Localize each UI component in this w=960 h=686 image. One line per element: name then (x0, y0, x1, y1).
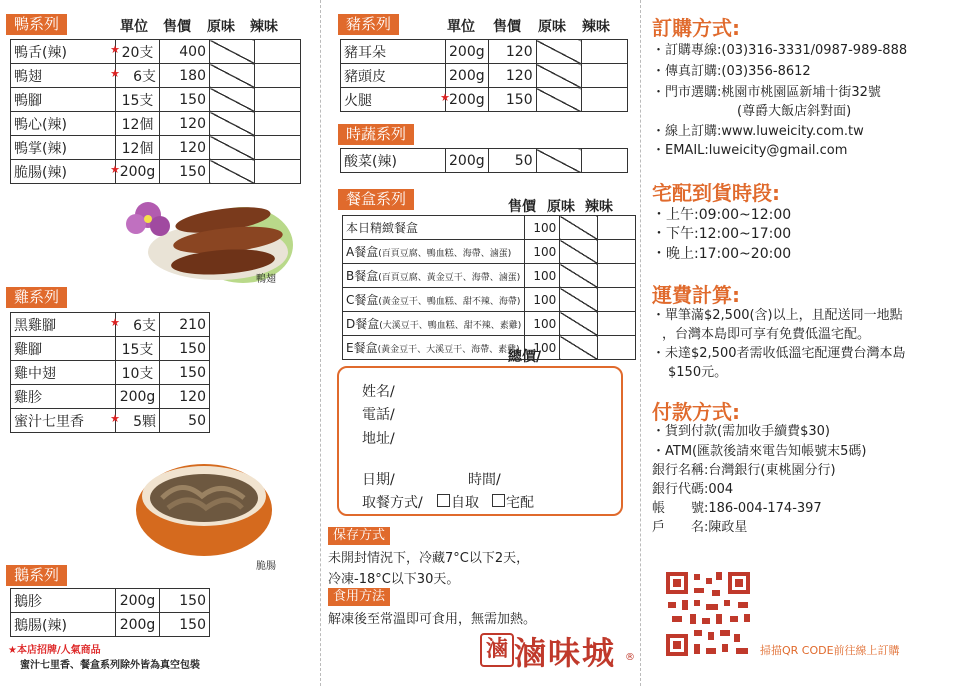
item-unit: 200g (446, 40, 489, 64)
meal-desc: (大溪豆干、鴨血糕、甜不辣、素雞) (379, 321, 522, 331)
item-name: 脆腸(辣) (14, 164, 67, 181)
original-checkbox[interactable] (560, 312, 598, 336)
meal-price: 100 (525, 288, 560, 312)
item-unit: 6支 (116, 64, 160, 88)
spicy-checkbox[interactable] (255, 64, 301, 88)
pork-header-original: 原味 (538, 19, 566, 35)
pork-header-unit: 單位 (447, 19, 475, 35)
item-unit: 10支 (116, 361, 160, 385)
spicy-checkbox[interactable] (598, 240, 636, 264)
spicy-checkbox[interactable] (581, 40, 627, 64)
duck-header-price: 售價 (163, 19, 191, 35)
intestine-photo-label: 脆腸 (256, 561, 276, 572)
item-unit: 6支 (116, 313, 160, 337)
item-price: 150 (160, 337, 210, 361)
meal-price: 100 (525, 264, 560, 288)
duck-header-unit: 單位 (120, 19, 148, 35)
item-name: 雞中翅 (14, 365, 56, 382)
item-unit: 200g (446, 149, 489, 173)
original-checkbox[interactable] (560, 336, 598, 360)
shipping-title: 運費計算: (652, 283, 740, 307)
meal-header-price: 售價 (508, 199, 536, 215)
item-price: 150 (160, 361, 210, 385)
item-price: 50 (160, 409, 210, 433)
fold-line-right (640, 0, 641, 686)
item-name: 鵝腸(辣) (14, 617, 67, 634)
item-name: 鴨腳 (14, 92, 42, 109)
shipping-line-1: ・單筆滿$2,500(含)以上，且配送同一地點 (652, 308, 903, 323)
logo-mark: 滷 (480, 633, 514, 667)
star-icon: ★ (110, 43, 120, 56)
table-row (11, 64, 301, 88)
item-unit: 5顆 (116, 409, 160, 433)
form-address-label: 地址/ (362, 431, 395, 447)
delivery-time-title: 宅配到貨時段: (652, 181, 780, 205)
item-name: 酸菜(辣) (344, 153, 397, 170)
meal-name: D餐盒 (346, 317, 380, 331)
meal-price: 100 (525, 240, 560, 264)
total-label: 總價/ (508, 349, 542, 365)
item-price: 150 (488, 88, 536, 112)
item-price: 120 (488, 40, 536, 64)
item-unit: 200g (446, 88, 489, 112)
pork-table (340, 39, 628, 112)
item-price: 50 (488, 149, 536, 173)
table-row (343, 240, 636, 264)
meal-name: 本日精緻餐盒 (346, 221, 419, 235)
item-name: 鴨翅 (14, 68, 42, 85)
order-line-1: ・訂購專線:(03)316-3331/0987-989-888 (652, 43, 908, 58)
item-unit: 20支 (116, 40, 160, 64)
table-row (11, 313, 210, 337)
original-checkbox[interactable] (536, 88, 581, 112)
item-unit: 15支 (116, 88, 160, 112)
item-price: 120 (160, 136, 210, 160)
pork-header-price: 售價 (493, 19, 521, 35)
original-checkbox[interactable] (560, 264, 598, 288)
table-row (11, 385, 210, 409)
spicy-checkbox[interactable] (581, 88, 627, 112)
item-price: 150 (160, 160, 210, 184)
table-row (11, 361, 210, 385)
item-unit: 15支 (116, 337, 160, 361)
pork-header-spicy: 辣味 (582, 19, 610, 35)
table-row (343, 288, 636, 312)
item-unit: 200g (116, 613, 160, 637)
table-row (11, 40, 301, 64)
item-name: 豬耳朵 (344, 44, 386, 61)
item-name: 黑雞腳 (14, 317, 56, 334)
original-checkbox[interactable] (210, 136, 255, 160)
payment-line-3: 銀行名稱:台灣銀行(東桃園分行) (652, 463, 836, 478)
shipping-line-4: $150元。 (668, 365, 728, 380)
table-row (343, 264, 636, 288)
table-row (341, 88, 628, 112)
goose-table (10, 588, 210, 637)
duck-table (10, 39, 301, 184)
item-name: 鴨舌(辣) (14, 44, 67, 61)
item-name: 鴨掌(辣) (14, 140, 67, 157)
item-price: 210 (160, 313, 210, 337)
payment-line-5: 帳 號:186-004-174-397 (652, 501, 822, 516)
spicy-checkbox[interactable] (581, 64, 627, 88)
form-date-label: 日期/ (362, 472, 395, 488)
meal-desc: (黃金豆干、鴨血糕、甜不辣、海帶) (378, 297, 521, 307)
payment-line-6: 戶 名:陳政星 (652, 520, 748, 535)
eating-title: 食用方法 (328, 588, 390, 606)
table-row (11, 112, 301, 136)
meal-price: 100 (525, 336, 560, 360)
chicken-series-title: 雞系列 (6, 287, 67, 308)
spicy-checkbox[interactable] (598, 312, 636, 336)
shipping-line-2: ，台灣本島即可享有免費低溫宅配。 (662, 327, 871, 342)
meal-desc: (百頁豆腐、鴨血糕、海帶、滷蛋) (378, 249, 512, 259)
original-checkbox[interactable] (560, 288, 598, 312)
delivery-time-line-1: ・上午:09:00~12:00 (652, 207, 792, 223)
original-checkbox[interactable] (536, 40, 581, 64)
form-phone-label: 電話/ (362, 407, 395, 423)
order-line-6: ・EMAIL:luweicity@gmail.com (652, 143, 848, 158)
delivery-time-line-3: ・晚上:17:00~20:00 (652, 246, 792, 262)
item-price: 400 (160, 40, 210, 64)
meal-name: E餐盒 (346, 341, 378, 355)
item-price: 180 (160, 64, 210, 88)
star-icon: ★ (110, 412, 120, 425)
delivery-label: 宅配 (506, 495, 534, 511)
spicy-checkbox[interactable] (598, 288, 636, 312)
meal-name: C餐盒 (346, 293, 379, 307)
original-checkbox[interactable] (210, 64, 255, 88)
table-row (11, 589, 210, 613)
self-pickup-label: 自取 (451, 495, 479, 511)
meal-desc: (黃金豆干、大溪豆干、海帶、素雞) (377, 345, 520, 355)
item-unit: 200g (116, 385, 160, 409)
item-price: 150 (160, 589, 210, 613)
meal-header-original: 原味 (547, 199, 575, 215)
table-row (341, 149, 628, 173)
logo-registered: ® (625, 652, 635, 663)
storage-line-2: 冷凍-18°C以下30天。 (328, 572, 460, 587)
meal-header-spicy: 辣味 (585, 199, 613, 215)
order-line-3: ・門市選購:桃園市桃園區新埔十街32號 (652, 85, 881, 100)
table-row (341, 40, 628, 64)
item-unit: 12個 (116, 136, 160, 160)
table-row (343, 216, 636, 240)
original-checkbox[interactable] (210, 160, 255, 184)
qr-caption: 掃描QR CODE前往線上訂購 (760, 644, 900, 657)
veg-table (340, 148, 628, 173)
spicy-checkbox[interactable] (598, 264, 636, 288)
item-name: 豬頭皮 (344, 68, 386, 85)
duck-header-original: 原味 (207, 19, 235, 35)
table-row (11, 337, 210, 361)
pork-series-title: 豬系列 (338, 14, 399, 35)
meal-price: 100 (525, 312, 560, 336)
table-row (11, 613, 210, 637)
self-pickup-checkbox[interactable] (437, 494, 450, 507)
meal-table (342, 215, 636, 360)
goose-series-title: 鵝系列 (6, 565, 67, 586)
signature-note: ★本店招牌/人氣商品 (8, 645, 101, 656)
item-name: 鵝胗 (14, 593, 42, 610)
meal-series-title: 餐盒系列 (338, 189, 414, 210)
form-time-label: 時間/ (468, 472, 501, 488)
star-icon: ★ (110, 316, 120, 329)
item-unit: 12個 (116, 112, 160, 136)
original-checkbox[interactable] (210, 40, 255, 64)
table-row (11, 160, 301, 184)
spicy-checkbox[interactable] (255, 136, 301, 160)
item-name: 蜜汁七里香 (14, 413, 84, 430)
payment-line-1: ・貨到付款(需加收手續費$30) (652, 424, 830, 439)
spicy-checkbox[interactable] (255, 40, 301, 64)
star-icon: ★ (440, 91, 450, 104)
original-checkbox[interactable] (210, 88, 255, 112)
form-pickup-label: 取餐方式/ (362, 495, 423, 511)
intestine-bowl-photo (132, 458, 282, 560)
payment-line-2: ・ATM(匯款後請來電告知帳號末5碼) (652, 444, 867, 459)
duck-series-title: 鴨系列 (6, 14, 67, 35)
star-icon: ★ (110, 163, 120, 176)
table-row (11, 88, 301, 112)
spicy-checkbox[interactable] (255, 88, 301, 112)
order-line-4: (尊爵大飯店斜對面) (737, 104, 852, 119)
delivery-checkbox[interactable] (492, 494, 505, 507)
original-checkbox[interactable] (210, 112, 255, 136)
meal-name: B餐盒 (346, 269, 379, 283)
fold-line-left (320, 0, 321, 686)
qr-code-icon[interactable] (664, 570, 752, 658)
item-name: 雞腳 (14, 341, 42, 358)
packaging-note: 蜜汁七里香、餐盒系列除外皆為真空包裝 (20, 660, 200, 671)
meal-price: 100 (525, 216, 560, 240)
payment-title: 付款方式: (652, 400, 740, 424)
item-unit: 200g (446, 64, 489, 88)
delivery-time-line-2: ・下午:12:00~17:00 (652, 226, 792, 242)
order-title: 訂購方式: (652, 16, 740, 40)
item-price: 150 (160, 88, 210, 112)
original-checkbox[interactable] (560, 240, 598, 264)
duck-header-spicy: 辣味 (250, 19, 278, 35)
meal-desc: (百頁豆腐、黃金豆干、海帶、滷蛋) (378, 273, 521, 283)
item-unit: 200g (116, 589, 160, 613)
meal-name: A餐盒 (346, 245, 379, 259)
item-price: 120 (160, 385, 210, 409)
eating-line-1: 解凍後至常溫即可食用，無需加熱。 (328, 612, 537, 627)
item-unit: 200g (116, 160, 160, 184)
chicken-table (10, 312, 210, 433)
original-checkbox[interactable] (560, 216, 598, 240)
item-price: 120 (160, 112, 210, 136)
spicy-checkbox[interactable] (255, 112, 301, 136)
payment-line-4: 銀行代碼:004 (652, 482, 734, 497)
table-row (343, 312, 636, 336)
form-name-label: 姓名/ (362, 384, 395, 400)
item-name: 鴨心(辣) (14, 116, 67, 133)
order-line-2: ・傳真訂購:(03)356-8612 (652, 64, 811, 79)
duck-photo-label: 鴨翅 (256, 274, 276, 285)
spicy-checkbox[interactable] (598, 216, 636, 240)
spicy-checkbox[interactable] (581, 149, 627, 173)
storage-line-1: 未開封情況下，冷藏7°C以下2天， (328, 551, 530, 566)
item-price: 150 (160, 613, 210, 637)
shipping-line-3: ・未達$2,500者需收低溫宅配運費台灣本島 (652, 346, 906, 361)
item-price: 120 (488, 64, 536, 88)
table-row (343, 336, 636, 360)
table-row (11, 136, 301, 160)
original-checkbox[interactable] (536, 64, 581, 88)
storage-title: 保存方式 (328, 527, 390, 545)
table-row (11, 409, 210, 433)
order-line-5: ・線上訂購:www.luweicity.com.tw (652, 124, 864, 139)
spicy-checkbox[interactable] (598, 336, 636, 360)
item-name: 火腿 (344, 92, 372, 109)
veg-series-title: 時蔬系列 (338, 124, 414, 145)
item-name: 雞胗 (14, 389, 42, 406)
original-checkbox[interactable] (536, 149, 581, 173)
spicy-checkbox[interactable] (255, 160, 301, 184)
logo-text: 滷味城 (514, 634, 617, 672)
star-icon: ★ (110, 67, 120, 80)
table-row (341, 64, 628, 88)
